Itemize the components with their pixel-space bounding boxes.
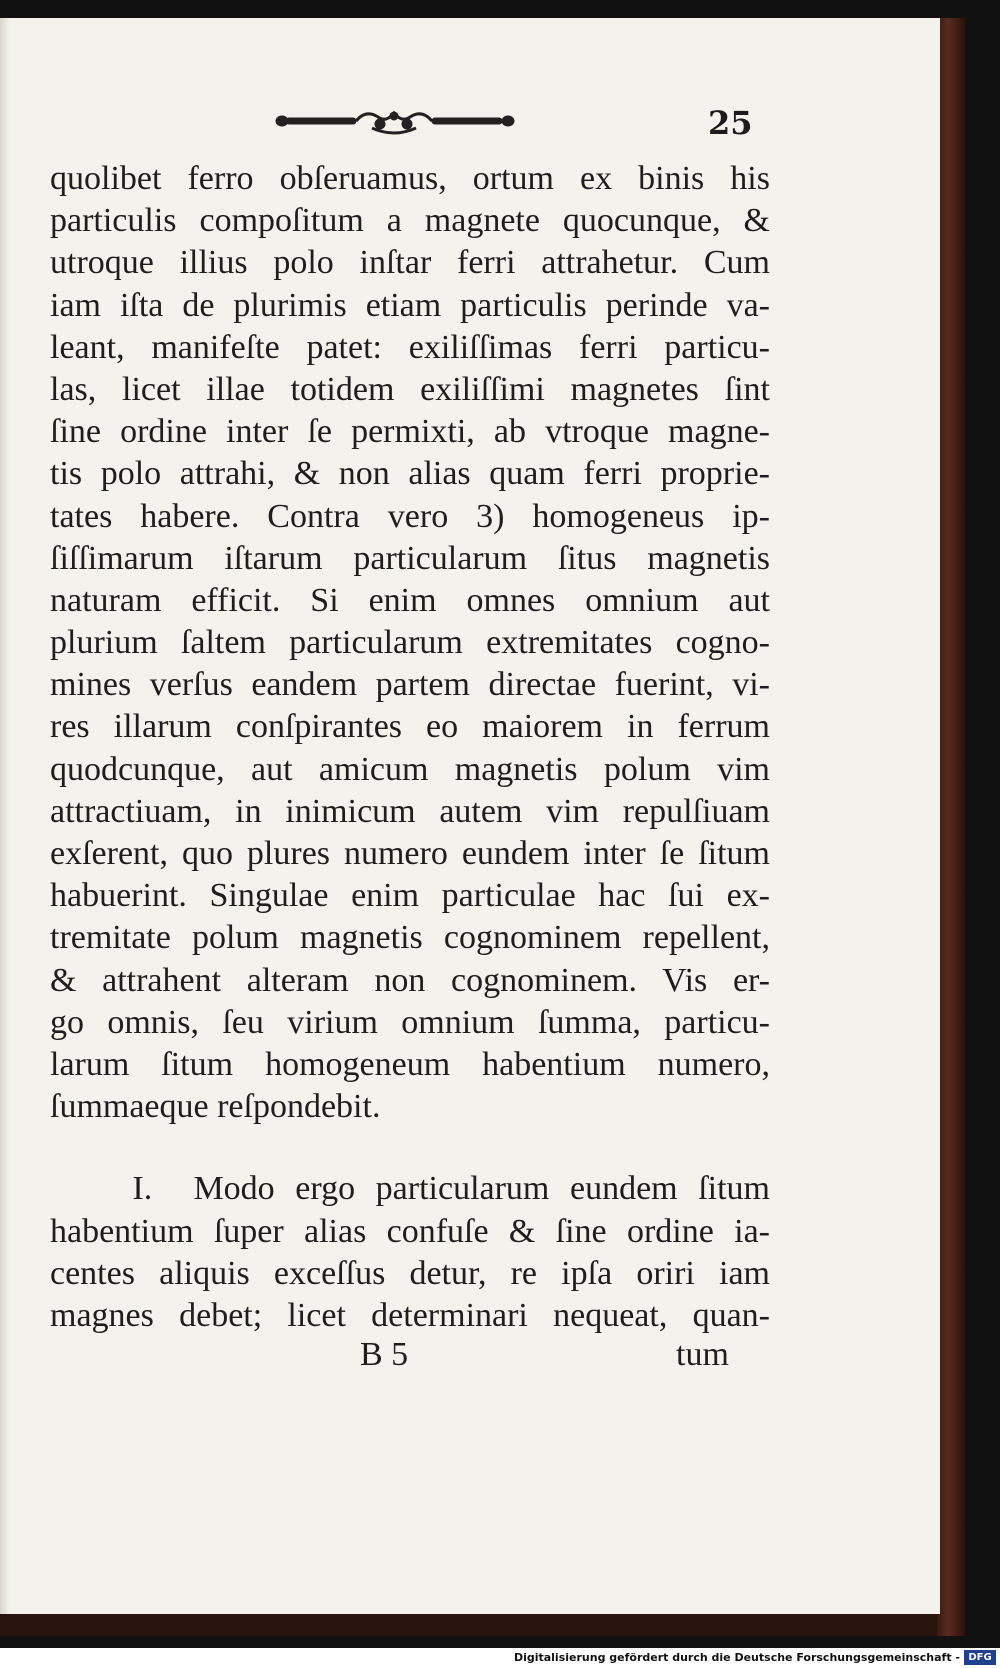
text-line: habentium ſuper alias confuſe & ſine ordine ia- <box>50 1212 770 1250</box>
text-line: attractiuam, in inimicum autem vim repulſiuam <box>50 792 770 830</box>
dfg-logo-icon: DFG <box>964 1650 996 1665</box>
text-line: ſine ordine inter ſe permixti, ab vtroque magne- <box>50 413 770 451</box>
text-line: res illarum conſpirantes eo maiorem in ferrum <box>50 708 770 746</box>
text-line: I. Modo ergo particularum eundem ſitum <box>50 1170 770 1208</box>
text-line: leant, manifeſte patet: exiliſſimas ferri particu- <box>50 328 770 366</box>
funding-credit: Digitalisierung gefördert durch die Deutsche Forschungsgemeinschaft - <box>513 1651 960 1664</box>
text-line: naturam efficit. Si enim omnes omnium aut <box>50 581 770 619</box>
text-line: centes aliquis exceſſus detur, re ipſa oriri iam <box>50 1254 770 1292</box>
page-number: 25 <box>708 104 753 142</box>
text-line: tates habere. Contra vero 3) homogeneus ip- <box>50 497 770 535</box>
page-header <box>0 88 940 148</box>
text-line: magnes debet; licet determinari nequeat, quan- <box>50 1296 770 1334</box>
paragraph <box>50 158 770 1128</box>
signature-mark: B 5 <box>360 1336 409 1373</box>
page-body <box>50 158 770 1337</box>
text-line: ſiſſimarum iſtarum particularum ſitus magnetis <box>50 539 770 577</box>
text-line: quodcunque, aut amicum magnetis polum vim <box>50 750 770 788</box>
catchword: tum <box>676 1336 729 1373</box>
text-line: mines verſus eandem partem directae fuerint, vi- <box>50 666 770 704</box>
text-line: tis polo attrahi, & non alias quam ferri proprie- <box>50 455 770 493</box>
book-page <box>0 18 940 1614</box>
text-line: plurium ſaltem particularum extremitates cogno- <box>50 624 770 662</box>
text-line: quolibet ferro obſeruamus, ortum ex binis his <box>50 160 770 197</box>
text-line: utroque illius polo inſtar ferri attrahetur. Cum <box>50 244 770 282</box>
text-line: habuerint. Singulae enim particulae hac ſui ex- <box>50 877 770 915</box>
text-line: tremitate polum magnetis cognominem repellent, <box>50 919 770 957</box>
text-line: las, licet illae totidem exiliſſimi magnetes ſint <box>50 370 770 408</box>
text-line: ſummaeque reſpondebit. <box>50 1088 381 1126</box>
credit-bar <box>0 1648 1000 1668</box>
paragraph <box>50 1168 770 1337</box>
text-line: exſerent, quo plures numero eundem inter ſe ſitum <box>50 835 770 872</box>
text-line: larum ſitum homogeneum habentium numero, <box>50 1045 770 1083</box>
scroll-ornament-icon <box>272 106 522 136</box>
text-line: particulis compoſitum a magnete quocunque, & <box>50 202 770 240</box>
text-line: iam iſta de plurimis etiam particulis perinde va- <box>50 286 770 324</box>
text-line: go omnis, ſeu virium omnium ſumma, particu- <box>50 1003 770 1041</box>
book-spine <box>937 18 965 1636</box>
page-footer <box>0 1330 940 1380</box>
text-line: & attrahent alteram non cognominem. Vis er- <box>50 961 770 999</box>
book-volume <box>0 18 965 1636</box>
